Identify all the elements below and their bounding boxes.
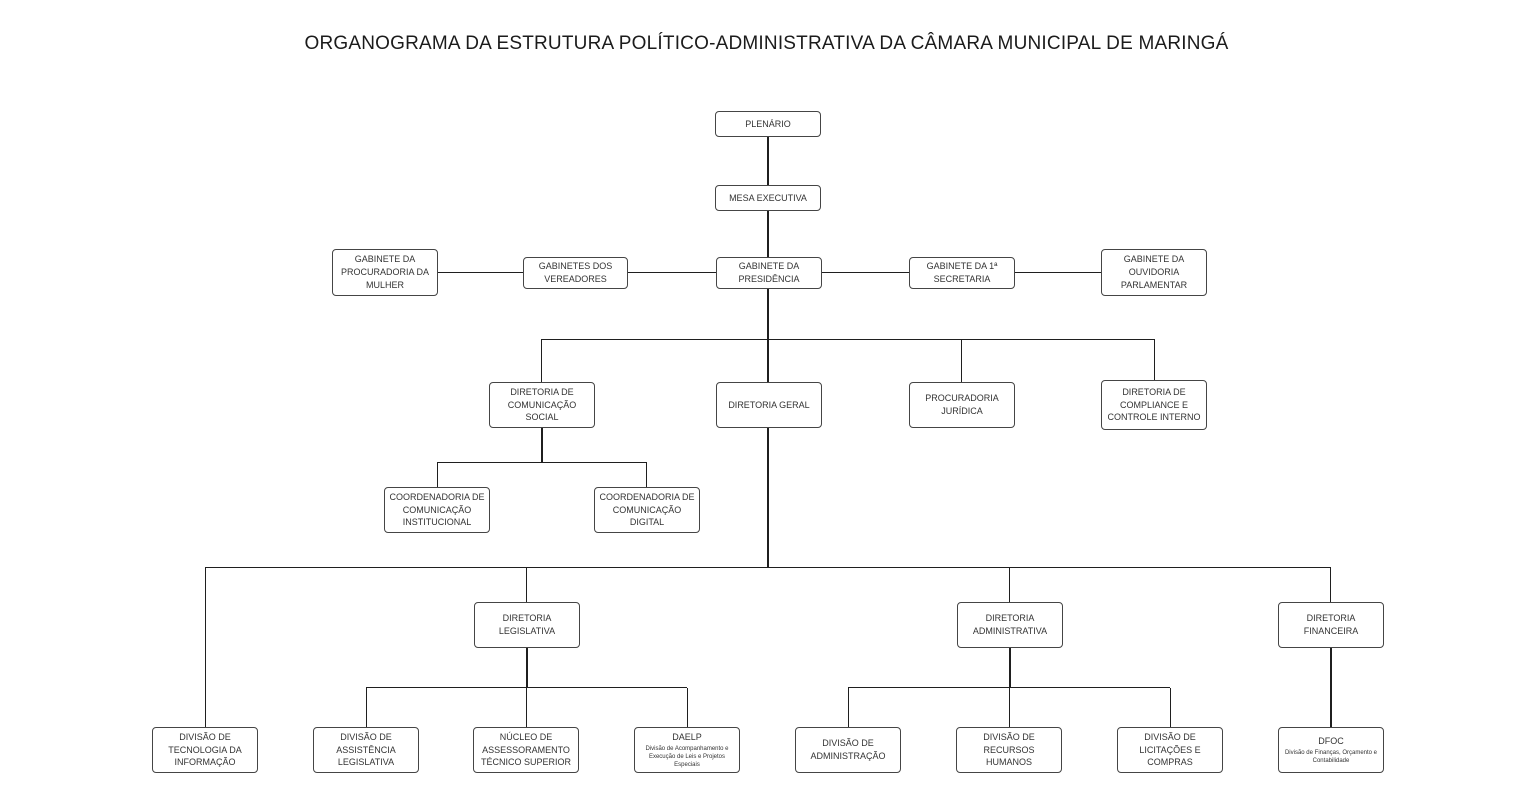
node-gabinete-presidencia-label: GABINETE DA PRESIDÊNCIA <box>738 261 800 284</box>
node-gabinete-ouvidoria <box>1101 249 1207 296</box>
node-diretoria-compliance-label: DIRETORIA DE COMPLIANCE E CONTROLE INTERNO <box>1107 386 1201 423</box>
node-diretoria-administrativa <box>957 602 1063 648</box>
node-gabinete-1a-secretaria-label: GABINETE DA 1ª SECRETARIA <box>926 261 998 284</box>
node-diretoria-geral-label: DIRETORIA GERAL <box>728 399 810 410</box>
node-diretoria-legislativa-label: DIRETORIA LEGISLATIVA <box>498 613 556 636</box>
connector-drop-legislativa <box>526 568 527 602</box>
connector-drop-financeira <box>1330 568 1331 602</box>
node-diretoria-compliance <box>1101 380 1207 430</box>
connector-coordenadorias-distribution <box>437 462 647 463</box>
connector-legislativa-down <box>526 648 528 688</box>
node-diretoria-comunicacao-social-label: DIRETORIA DE COMUNICAÇÃO SOCIAL <box>507 386 577 423</box>
node-mesa-executiva-label: MESA EXECUTIVA <box>729 192 807 203</box>
node-dfoc-label: DFOC <box>1318 736 1344 747</box>
node-daelp <box>634 727 740 773</box>
connector-drop-rh <box>1009 688 1010 727</box>
node-gabinete-procuradoria-mulher-label: GABINETE DA PROCURADORIA DA MULHER <box>340 254 429 290</box>
node-diretoria-administrativa-label: DIRETORIA ADMINISTRATIVA <box>972 613 1048 636</box>
node-coordenadoria-comunicacao-digital <box>594 487 700 533</box>
node-plenario <box>715 111 821 137</box>
connector-mulher-vereadores <box>438 272 523 273</box>
connector-vereadores-presidencia <box>628 272 716 273</box>
chart-title: ORGANOGRAMA DA ESTRUTURA POLÍTICO-ADMINISTRATIVA DA CÂMARA MUNICIPAL DE MARINGÁ <box>304 33 1229 54</box>
connector-drop-procuradoria <box>961 340 962 382</box>
node-gabinete-presidencia <box>716 257 822 289</box>
node-plenario-label: PLENÁRIO <box>745 118 791 129</box>
node-divisao-administracao-label: DIVISÃO DE ADMINISTRAÇÃO <box>810 738 886 761</box>
node-diretoria-financeira <box>1278 602 1384 648</box>
connector-presidencia-secretaria <box>822 272 909 273</box>
node-gabinete-1a-secretaria <box>909 257 1015 289</box>
node-coordenadoria-comunicacao-digital-label: COORDENADORIA DE COMUNICAÇÃO DIGITAL <box>599 491 695 528</box>
node-coordenadoria-comunicacao-institucional-label: COORDENADORIA DE COMUNICAÇÃO INSTITUCIONAL <box>389 491 485 528</box>
node-divisao-assistencia-legislativa-label: DIVISÃO DE ASSISTÊNCIA LEGISLATIVA <box>336 731 396 768</box>
connector-secretaria-ouvidoria <box>1015 272 1101 273</box>
node-daelp-label: DAELP <box>672 731 702 742</box>
node-divisao-administracao <box>795 727 901 773</box>
node-procuradoria-juridica-label: PROCURADORIA JURÍDICA <box>925 393 999 416</box>
node-mesa-executiva <box>715 185 821 211</box>
connector-row4-distribution <box>541 339 1155 340</box>
connector-financeira-dfoc <box>1330 648 1332 727</box>
connector-drop-coord-institucional <box>437 463 438 487</box>
node-gabinetes-vereadores <box>523 257 628 289</box>
node-divisao-tecnologia-informacao <box>152 727 258 773</box>
node-divisao-licitacoes-compras-label: DIVISÃO DE LICITAÇÕES E COMPRAS <box>1139 731 1201 768</box>
node-dfoc <box>1278 727 1384 773</box>
node-dfoc-sublabel: Divisão de Finanças, Orçamento e Contabilidade <box>1284 749 1378 764</box>
node-nucleo-assessoramento-tecnico <box>473 727 579 773</box>
node-coordenadoria-comunicacao-institucional <box>384 487 490 533</box>
connector-presidencia-down <box>767 289 769 340</box>
node-divisao-assistencia-legislativa <box>313 727 419 773</box>
node-procuradoria-juridica <box>909 382 1015 428</box>
connector-drop-administracao <box>848 688 849 727</box>
node-gabinete-procuradoria-mulher <box>332 249 438 296</box>
connector-drop-licitacoes <box>1170 688 1171 727</box>
node-divisao-recursos-humanos <box>956 727 1062 773</box>
node-daelp-sublabel: Divisão de Acompanhamento e Execução de Leis e Projetos Especiais <box>645 745 729 768</box>
connector-drop-compliance <box>1154 340 1155 380</box>
connector-comsocial-down <box>541 428 543 463</box>
connector-administrativa-down <box>1009 648 1011 688</box>
node-divisao-licitacoes-compras <box>1117 727 1223 773</box>
node-diretoria-financeira-label: DIRETORIA FINANCEIRA <box>1303 613 1359 636</box>
node-gabinetes-vereadores-label: GABINETES DOS VEREADORES <box>538 261 613 284</box>
node-diretoria-legislativa <box>474 602 580 648</box>
connector-drop-daelp <box>687 688 688 727</box>
connector-drop-administrativa <box>1009 568 1010 602</box>
connector-plenario-mesa <box>767 137 769 185</box>
connector-drop-nucleo <box>526 688 527 727</box>
node-diretoria-geral <box>716 382 822 428</box>
connector-drop-diretoria-geral <box>767 340 769 382</box>
connector-mesa-presidencia <box>767 211 769 257</box>
connector-geral-down <box>767 428 769 568</box>
node-divisao-tecnologia-informacao-label: DIVISÃO DE TECNOLOGIA DA INFORMAÇÃO <box>168 731 242 768</box>
connector-drop-assistencia <box>366 688 367 727</box>
connector-drop-comunicacao-social <box>541 340 542 382</box>
connector-geral-distribution <box>205 567 1331 568</box>
connector-drop-tecnologia <box>205 568 206 727</box>
node-nucleo-assessoramento-tecnico-label: NÚCLEO DE ASSESSORAMENTO TÉCNICO SUPERIOR <box>480 731 571 768</box>
node-gabinete-ouvidoria-label: GABINETE DA OUVIDORIA PARLAMENTAR <box>1120 254 1188 290</box>
node-divisao-recursos-humanos-label: DIVISÃO DE RECURSOS HUMANOS <box>983 731 1035 768</box>
connector-drop-coord-digital <box>646 463 647 487</box>
node-diretoria-comunicacao-social <box>489 382 595 428</box>
